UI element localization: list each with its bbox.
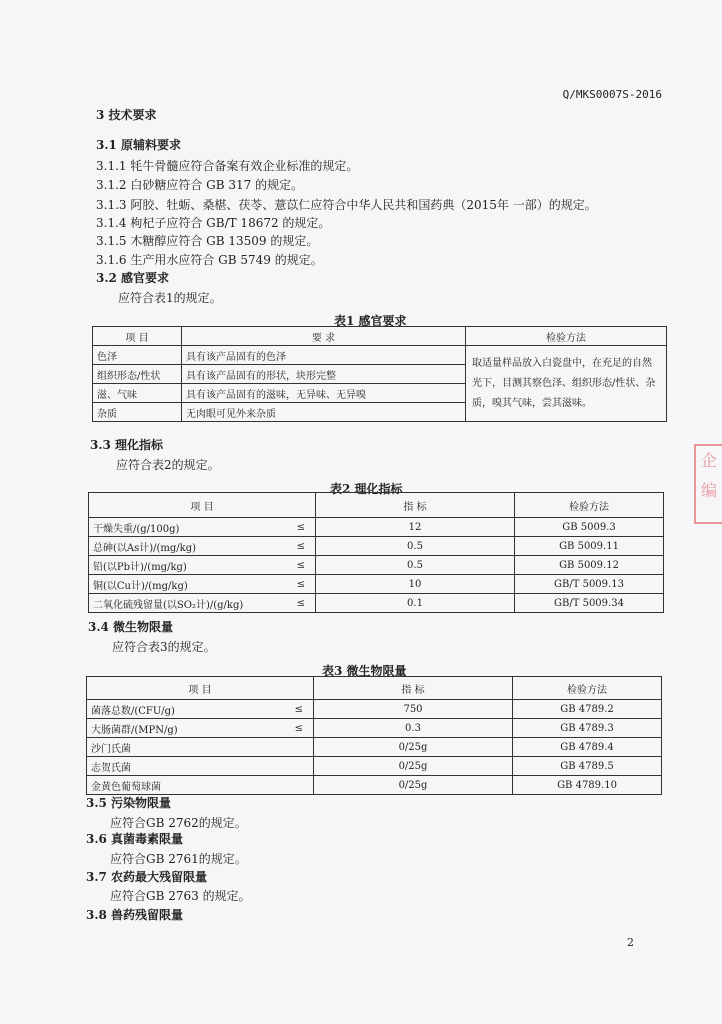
section-3-1-heading: 3.1 原辅料要求: [96, 138, 182, 152]
table-cell: 具有该产品固有的色泽: [182, 346, 466, 365]
clause-3-1-6: 3.1.6 生产用水应符合 GB 5749 的规定。: [96, 253, 323, 267]
table-row: [89, 575, 664, 594]
table-header: [89, 493, 664, 518]
table-cell: GB/T 5009.13: [515, 575, 664, 594]
table2-physicochemical: [88, 492, 664, 613]
table-header-cell: 项 目: [93, 327, 182, 346]
table-cell: 12: [316, 518, 515, 537]
table-row: [89, 518, 664, 537]
table-cell: ≤: [281, 556, 316, 575]
table-cell: ≤: [281, 575, 316, 594]
table-header: [87, 677, 662, 700]
table-cell: 铅(以Pb计)/(mg/kg): [89, 556, 282, 575]
table-cell: GB 5009.12: [515, 556, 664, 575]
clause-3-1-4: 3.1.4 枸杞子应符合 GB/T 18672 的规定。: [96, 216, 331, 230]
table-cell: GB 4789.10: [513, 776, 662, 795]
table-cell: 0/25g: [314, 776, 513, 795]
table-header-cell: 检验方法: [515, 493, 664, 518]
table-header-cell: 检验方法: [466, 327, 667, 346]
clause-3-1-2: 3.1.2 白砂糖应符合 GB 317 的规定。: [96, 178, 304, 192]
section-3-3-text: 应符合表2的规定。: [116, 458, 220, 472]
table-cell: 0/25g: [314, 757, 513, 776]
table-cell: GB 4789.5: [513, 757, 662, 776]
table-row: [89, 594, 664, 613]
table-cell: GB 5009.3: [515, 518, 664, 537]
section-3-8-heading: 3.8 兽药残留限量: [86, 908, 184, 922]
table3-microbial: [86, 676, 662, 795]
table-header-cell: 要 求: [182, 327, 466, 346]
section-3-6-heading: 3.6 真菌毒素限量: [86, 832, 184, 846]
section-3-5-heading: 3.5 污染物限量: [86, 796, 172, 810]
table-cell: ≤: [281, 537, 316, 556]
table2-caption: 表2 理化指标: [330, 482, 403, 496]
table-cell: ≤: [279, 719, 314, 738]
table1-caption: 表1 感官要求: [334, 314, 407, 328]
table1-method-cell: 取适量样品放入白瓷盘中，在充足的自然光下，目测其察色泽、组织形态/性状、杂质，嗅其气味，尝其滋味。: [466, 346, 667, 422]
table-header-cell: 指 标: [314, 677, 513, 700]
section-3-2-heading: 3.2 感官要求: [96, 271, 170, 285]
section-3-4-heading: 3.4 微生物限量: [88, 620, 174, 634]
section-3-2-text: 应符合表1的规定。: [118, 291, 222, 305]
table-cell: 10: [316, 575, 515, 594]
table-cell: GB 4789.3: [513, 719, 662, 738]
table-cell: 滋、气味: [93, 384, 182, 403]
table-cell: 0/25g: [314, 738, 513, 757]
table-cell: 干燥失重/(g/100g): [89, 518, 282, 537]
table-header-cell: 项 目: [89, 493, 316, 518]
table-cell: 0.1: [316, 594, 515, 613]
table-cell: 菌落总数/(CFU/g): [87, 700, 280, 719]
table-cell: 0.3: [314, 719, 513, 738]
table-cell: 金黄色葡萄球菌: [87, 776, 280, 795]
table-cell: GB/T 5009.34: [515, 594, 664, 613]
table-cell: ≤: [281, 518, 316, 537]
standard-code: Q/MKS0007S-2016: [562, 88, 662, 101]
table-cell: 750: [314, 700, 513, 719]
table-cell: 具有该产品固有的滋味，无异味、无异嗅: [182, 384, 466, 403]
page-number: 2: [627, 936, 634, 949]
table-row: [87, 757, 662, 776]
table-cell: 铜(以Cu计)/(mg/kg): [89, 575, 282, 594]
table-row: [87, 719, 662, 738]
table-cell: 志贺氏菌: [87, 757, 280, 776]
table1-sensory: [92, 326, 667, 422]
section-3-7-text: 应符合GB 2763 的规定。: [110, 889, 251, 903]
table-cell: [279, 757, 314, 776]
clause-3-1-1: 3.1.1 牦牛骨髓应符合备案有效企业标准的规定。: [96, 159, 359, 173]
clause-3-1-3: 3.1.3 阿胶、牡蛎、桑椹、茯苓、薏苡仁应符合中华人民共和国药典（2015年 一部）的规定。: [96, 198, 597, 212]
section-3-4-text: 应符合表3的规定。: [112, 640, 216, 654]
table-cell: 二氧化硫残留量(以SO₂计)/(g/kg): [89, 594, 282, 613]
table-cell: 组织形态/性状: [93, 365, 182, 384]
table-cell: [279, 776, 314, 795]
table-cell: GB 4789.4: [513, 738, 662, 757]
table-header-cell: 指 标: [316, 493, 515, 518]
table-header: [93, 327, 667, 346]
section-3-6-text: 应符合GB 2761的规定。: [110, 852, 247, 866]
section-3-heading: 3 技术要求: [96, 108, 157, 122]
table-cell: ≤: [279, 700, 314, 719]
table-cell: 0.5: [316, 556, 515, 575]
clause-3-1-5: 3.1.5 木糖醇应符合 GB 13509 的规定。: [96, 234, 319, 248]
table-row: [89, 537, 664, 556]
table-cell: 杂质: [93, 403, 182, 422]
table-cell: 具有该产品固有的形状，块形完整: [182, 365, 466, 384]
table-cell: 无肉眼可见外来杂质: [182, 403, 466, 422]
table-row: [87, 738, 662, 757]
table3-caption: 表3 微生物限量: [322, 664, 407, 678]
table-row: [87, 700, 662, 719]
table-cell: 沙门氏菌: [87, 738, 280, 757]
section-3-3-heading: 3.3 理化指标: [90, 438, 164, 452]
table-cell: [279, 738, 314, 757]
section-3-5-text: 应符合GB 2762的规定。: [110, 816, 247, 830]
table-header-cell: 项 目: [87, 677, 314, 700]
red-stamp: 企 编: [694, 444, 722, 524]
table-cell: GB 4789.2: [513, 700, 662, 719]
table-cell: 大肠菌群/(MPN/g): [87, 719, 280, 738]
table-row: [89, 556, 664, 575]
table-cell: 总砷(以As计)/(mg/kg): [89, 537, 282, 556]
table-cell: ≤: [281, 594, 316, 613]
table-cell: 0.5: [316, 537, 515, 556]
table-cell: 色泽: [93, 346, 182, 365]
table-row: [93, 346, 667, 365]
section-3-7-heading: 3.7 农药最大残留限量: [86, 870, 208, 884]
table-cell: GB 5009.11: [515, 537, 664, 556]
table-header-cell: 检验方法: [513, 677, 662, 700]
table-row: [87, 776, 662, 795]
